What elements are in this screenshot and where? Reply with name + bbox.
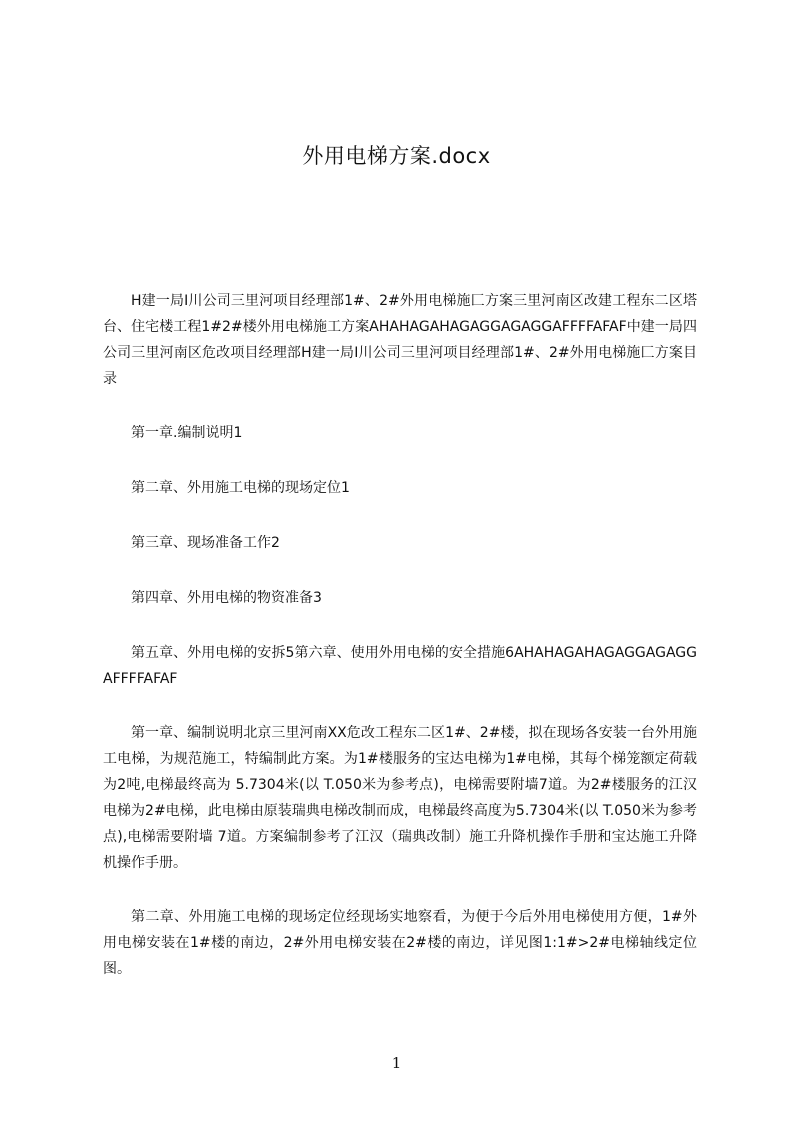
toc-item-chapter-3: 第三章、现场准备工作2 <box>131 535 280 551</box>
document-title: 外用电梯方案.docx <box>302 144 491 168</box>
intro-paragraph: H建一局I川公司三里河项目经理部1#、2#外用电梯施匚方案三里河南区改建工程东二区塔台、住宅楼工程1#2#楼外用电梯施工方案AHAHAGAHAGAGGAGAGGAFFFFAFAF中建一局四公司三里河南区危改项目经理部H建一局I川公司三里河项目经理部1#、2#外用电梯施匚方案目录 <box>103 293 697 387</box>
toc-item-chapter-4: 第四章、外用电梯的物资准备3 <box>131 590 322 606</box>
document-body <box>103 288 697 1010</box>
toc-item-chapter-5-6: 第五章、外用电梯的安拆5第六章、使用外用电梯的安全措施6AHAHAGAHAGAGGAGAGGAFFFFAFAF <box>103 645 697 687</box>
page-number: 1 <box>391 1054 402 1072</box>
toc-item-chapter-2: 第二章、外用施工电梯的现场定位1 <box>131 480 350 496</box>
chapter-2-paragraph: 第二章、外用施工电梯的现场定位经现场实地察看，为便于今后外用电梯使用方便，1#外用电梯安装在1#楼的南边，2#外用电梯安装在2#楼的南边，详见图1:1#>2#电梯轴线定位图。 <box>103 909 697 977</box>
toc-item-chapter-1: 第一章.编制说明1 <box>131 425 243 441</box>
chapter-1-paragraph: 第一章、编制说明北京三里河南XX危改工程东二区1#、2#楼，拟在现场各安装一台外用施工电梯，为规范施工，特编制此方案。为1#楼服务的宝达电梯为1#电梯，其每个梯笼额定荷载为2吨,电梯最终高为 5.7304米(以 T.050米为参考点)，电梯需要附墙7道。为2#楼服务的江汉电梯为2#电梯，此电梯由原装瑞典电梯改制而成，电梯最终高度为5.7304米(以 T.050米为参考点),电梯需要附墙 7道。方案编制参考了江汉（瑞典改制）施工升降机操作手册和宝达施工升降机操作手册。 <box>103 725 697 871</box>
